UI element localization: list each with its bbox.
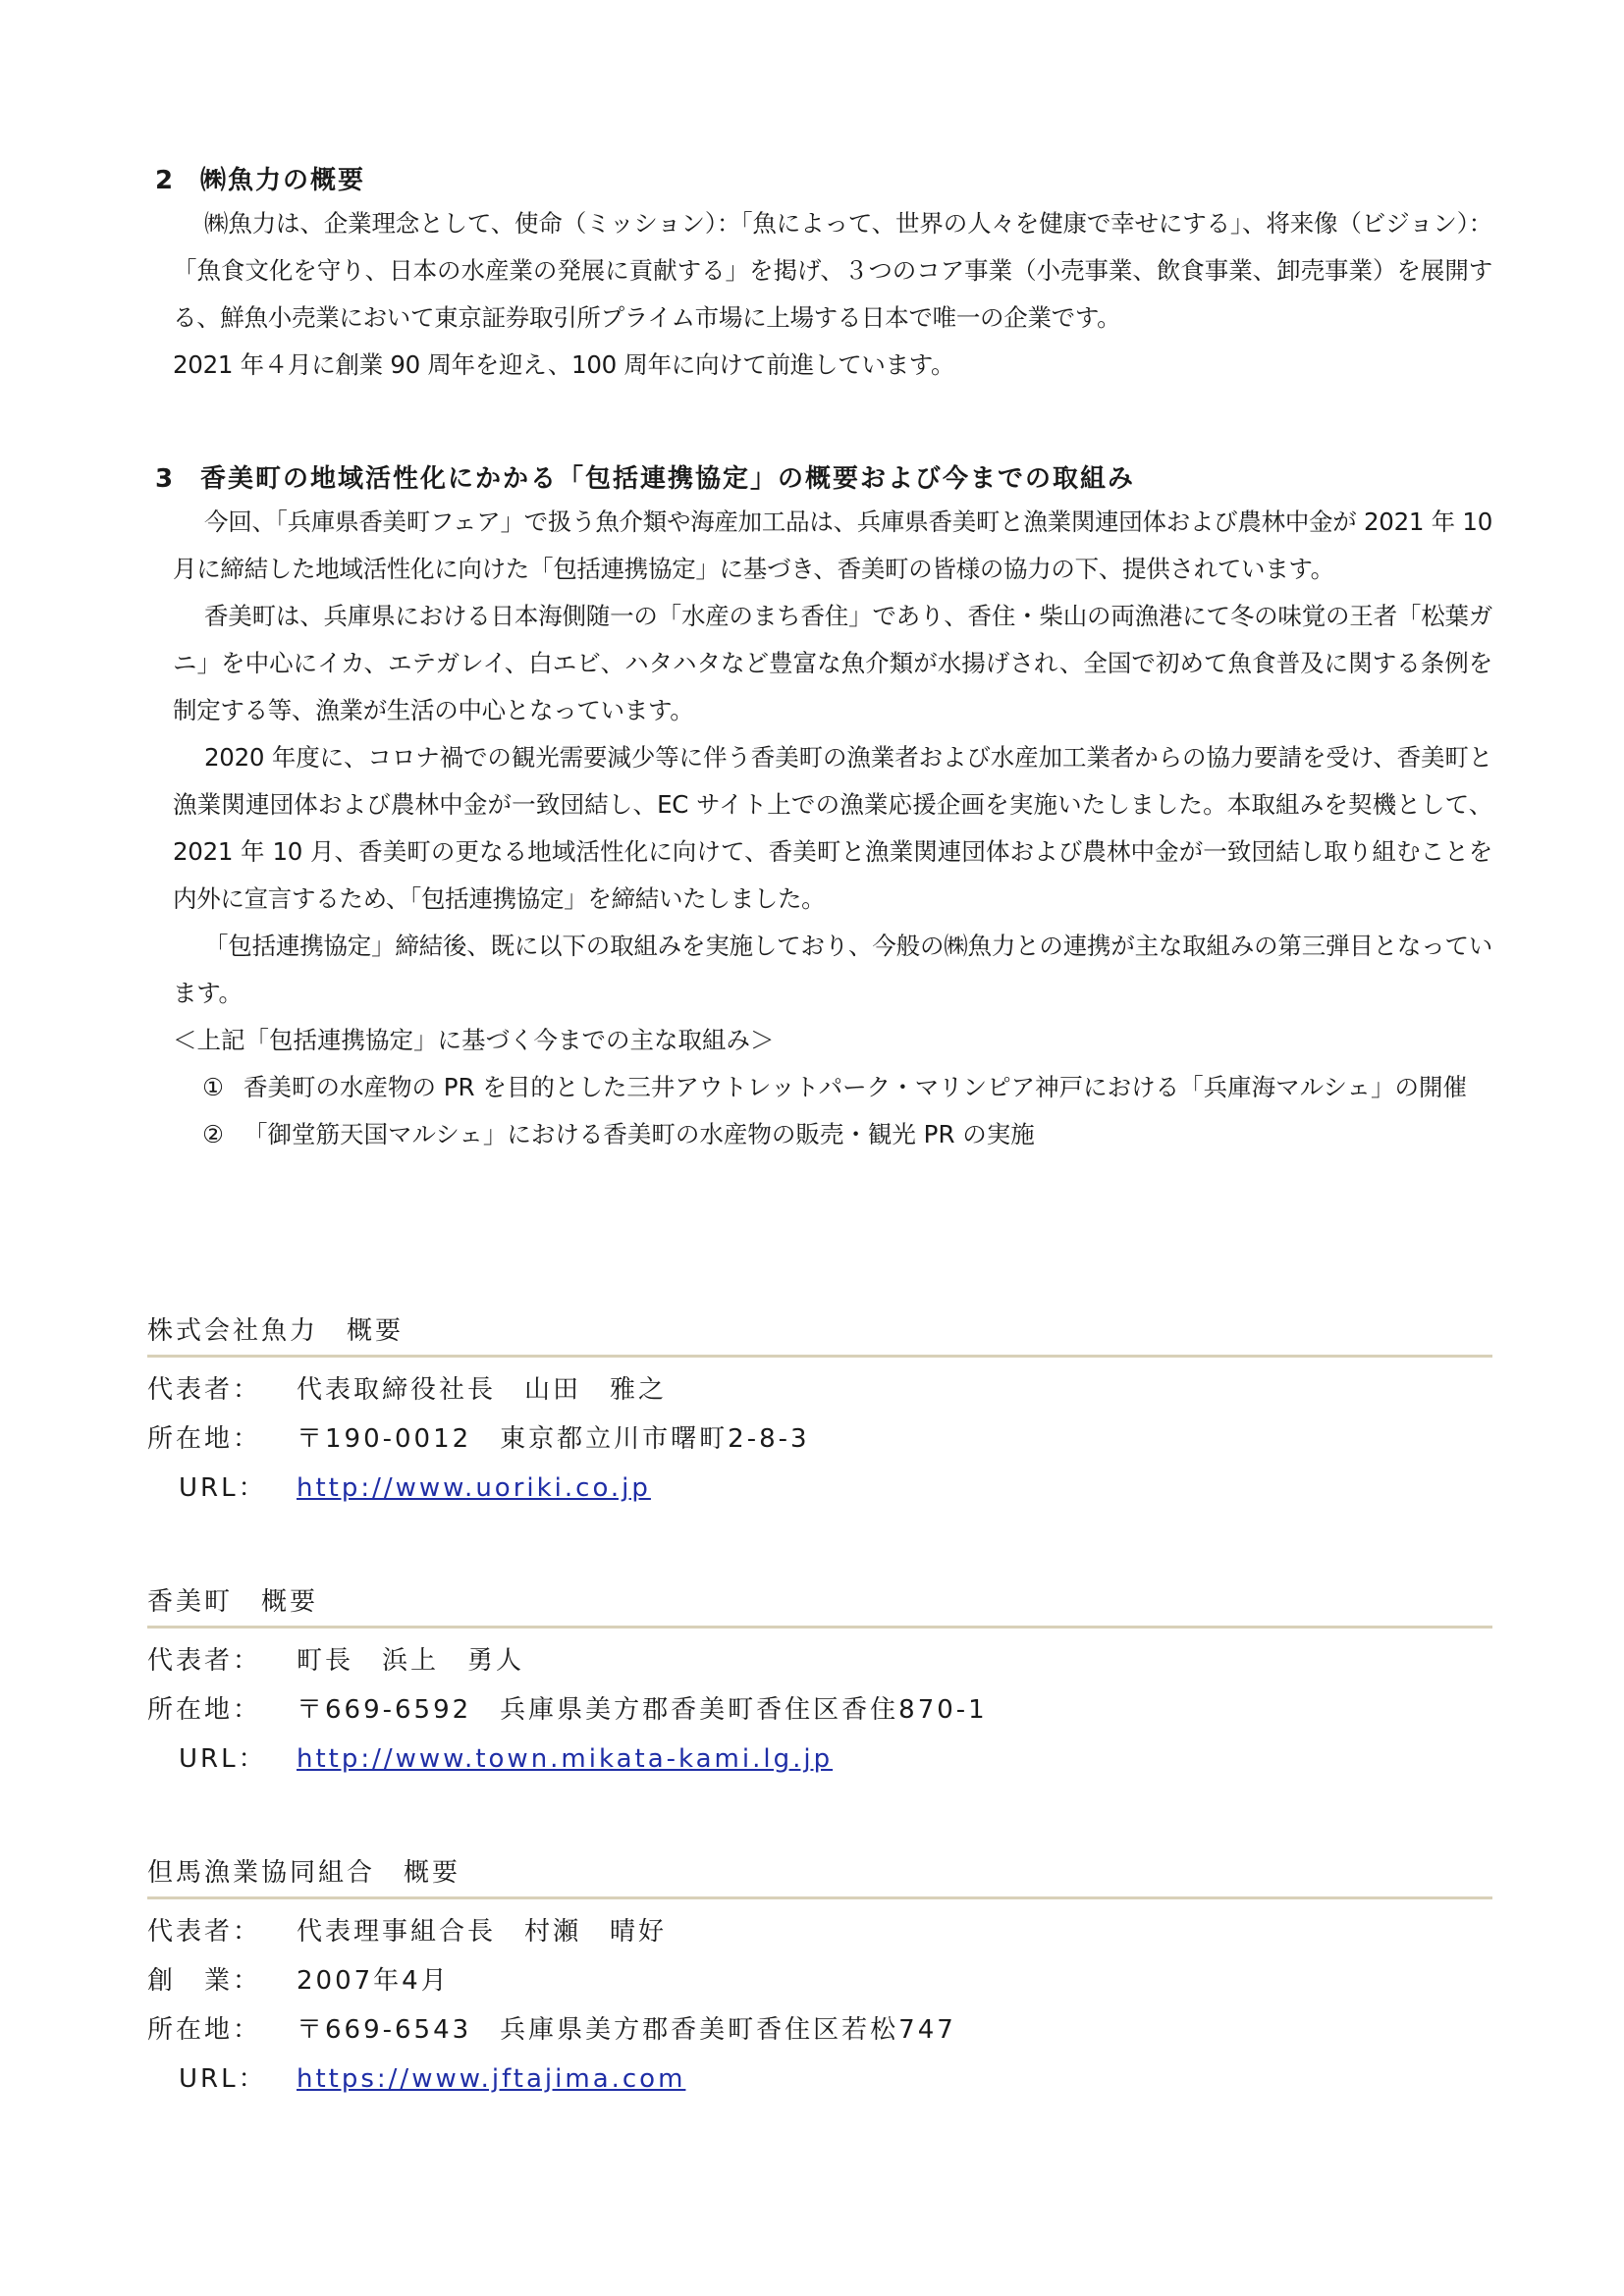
address-label: 所在地： <box>147 2015 262 2045</box>
url-link[interactable]: http://www.uoriki.co.jp <box>297 1473 651 1503</box>
address-value: 〒669-6592 兵庫県美方郡香美町香住区香住870-1 <box>297 1695 988 1725</box>
org-tajima-fishery <box>147 1853 1492 2104</box>
url-label: URL： <box>179 1473 267 1503</box>
org-url-row <box>147 1464 1492 1513</box>
address-value: 〒190-0012 東京都立川市曙町2-8-3 <box>297 1424 810 1454</box>
org-rep-row <box>147 1907 1492 1956</box>
address-value: 〒669-6543 兵庫県美方郡香美町香住区若松747 <box>297 2015 956 2045</box>
section-uoriki-overview <box>147 161 1492 389</box>
list-title: ＜上記「包括連携協定」に基づく今までの主な取組み＞ <box>173 1026 775 1054</box>
org-title: 香美町 概要 <box>147 1587 319 1617</box>
address-label: 所在地： <box>147 1695 262 1725</box>
org-title: 株式会社魚力 概要 <box>147 1316 405 1346</box>
paragraph: 香美町は、兵庫県における日本海側随一の「水産のまち香住」であり、香住・柴山の両漁港にて冬の味覚の王者「松葉ガニ」を中心にイカ、エテガレイ、白エビ、ハタハタなど豊富な魚介類が水揚げされ、全国で初めて魚食普及に関する条例を制定する等、漁業が生活の中心となっています。 <box>173 602 1492 724</box>
org-uoriki <box>147 1311 1492 1513</box>
rep-value: 町長 浜上 勇人 <box>297 1646 525 1676</box>
section-title: ㈱魚力の概要 <box>200 166 366 195</box>
url-label: URL： <box>179 2064 267 2094</box>
rep-label: 代表者： <box>147 1917 262 1947</box>
paragraph: ㈱魚力は、企業理念として、使命（ミッション）：「魚によって、世界の人々を健康で幸せにする」、将来像（ビジョン）：「魚食文化を守り、日本の水産業の発展に貢献する」を掲げ、３つのコア事業（小売事業、飲食事業、卸売事業）を展開する、鮮魚小売業において東京証券取引所プライム市場に上場する日本で唯一の企業です。 <box>173 209 1492 332</box>
org-rep-row <box>147 1636 1492 1685</box>
section-heading <box>147 459 1492 499</box>
org-address-row <box>147 1415 1492 1464</box>
list-item <box>147 1064 1492 1111</box>
list-marker: ② <box>202 1120 224 1148</box>
rep-value: 代表理事組合長 村瀬 晴好 <box>297 1917 668 1947</box>
section-number: 3 <box>155 464 176 494</box>
url-link[interactable]: http://www.town.mikata-kami.lg.jp <box>297 1744 834 1774</box>
rep-label: 代表者： <box>147 1646 262 1676</box>
address-label: 所在地： <box>147 1424 262 1454</box>
paragraph: 今回、「兵庫県香美町フェア」で扱う魚介類や海産加工品は、兵庫県香美町と漁業関連団体および農林中金が 2021 年 10 月に締結した地域活性化に向けた「包括連携協定」に基づき、香美町の皆様の協力の下、提供されています。 <box>173 507 1492 583</box>
url-label: URL： <box>179 1744 267 1774</box>
divider <box>147 1896 1492 1899</box>
rep-label: 代表者： <box>147 1375 262 1405</box>
paragraph: 2021 年４月に創業 90 周年を迎え、100 周年に向けて前進しています。 <box>173 350 955 379</box>
founded-label: 創 業： <box>147 1966 262 1996</box>
org-address-row <box>147 1685 1492 1735</box>
org-founded-row <box>147 1956 1492 2005</box>
list-marker: ① <box>202 1073 224 1101</box>
org-url-row <box>147 2055 1492 2104</box>
paragraph: 「包括連携協定」締結後、既に以下の取組みを実施しており、今般の㈱魚力との連携が主な取組みの第三弾目となっています。 <box>173 932 1492 1007</box>
org-address-row <box>147 2005 1492 2055</box>
org-kami-town <box>147 1582 1492 1784</box>
list-item <box>147 1111 1492 1158</box>
list-item-text: 香美町の水産物の PR を目的とした三井アウトレットパーク・マリンピア神戸における「兵庫海マルシェ」の開催 <box>244 1073 1468 1101</box>
section-title: 香美町の地域活性化にかかる「包括連携協定」の概要および今までの取組み <box>200 464 1136 494</box>
paragraph: 2020 年度に、コロナ禍での観光需要減少等に伴う香美町の漁業者および水産加工業者からの協力要請を受け、香美町と漁業関連団体および農林中金が一致団結し、EC サイト上での漁業応援企画を実施いたしました。本取組みを契機として、2021 年 10 月、香美町の更なる地域活性化に向けて、香美町と漁業関連団体および農林中金が一致団結し取り組むことを内外に宣言するため、「包括連携協定」を締結いたしました。 <box>173 743 1492 913</box>
section-heading <box>147 161 1492 200</box>
divider <box>147 1626 1492 1629</box>
divider <box>147 1355 1492 1358</box>
founded-value: 2007年4月 <box>297 1966 450 1996</box>
org-rep-row <box>147 1365 1492 1415</box>
section-partnership-agreement <box>147 459 1492 1158</box>
url-link[interactable]: https://www.jftajima.com <box>297 2064 686 2094</box>
list-item-text: 「御堂筋天国マルシェ」における香美町の水産物の販売・観光 PR の実施 <box>244 1120 1035 1148</box>
org-url-row <box>147 1735 1492 1784</box>
section-number: 2 <box>155 166 176 195</box>
org-title: 但馬漁業協同組合 概要 <box>147 1858 461 1888</box>
rep-value: 代表取締役社長 山田 雅之 <box>297 1375 668 1405</box>
